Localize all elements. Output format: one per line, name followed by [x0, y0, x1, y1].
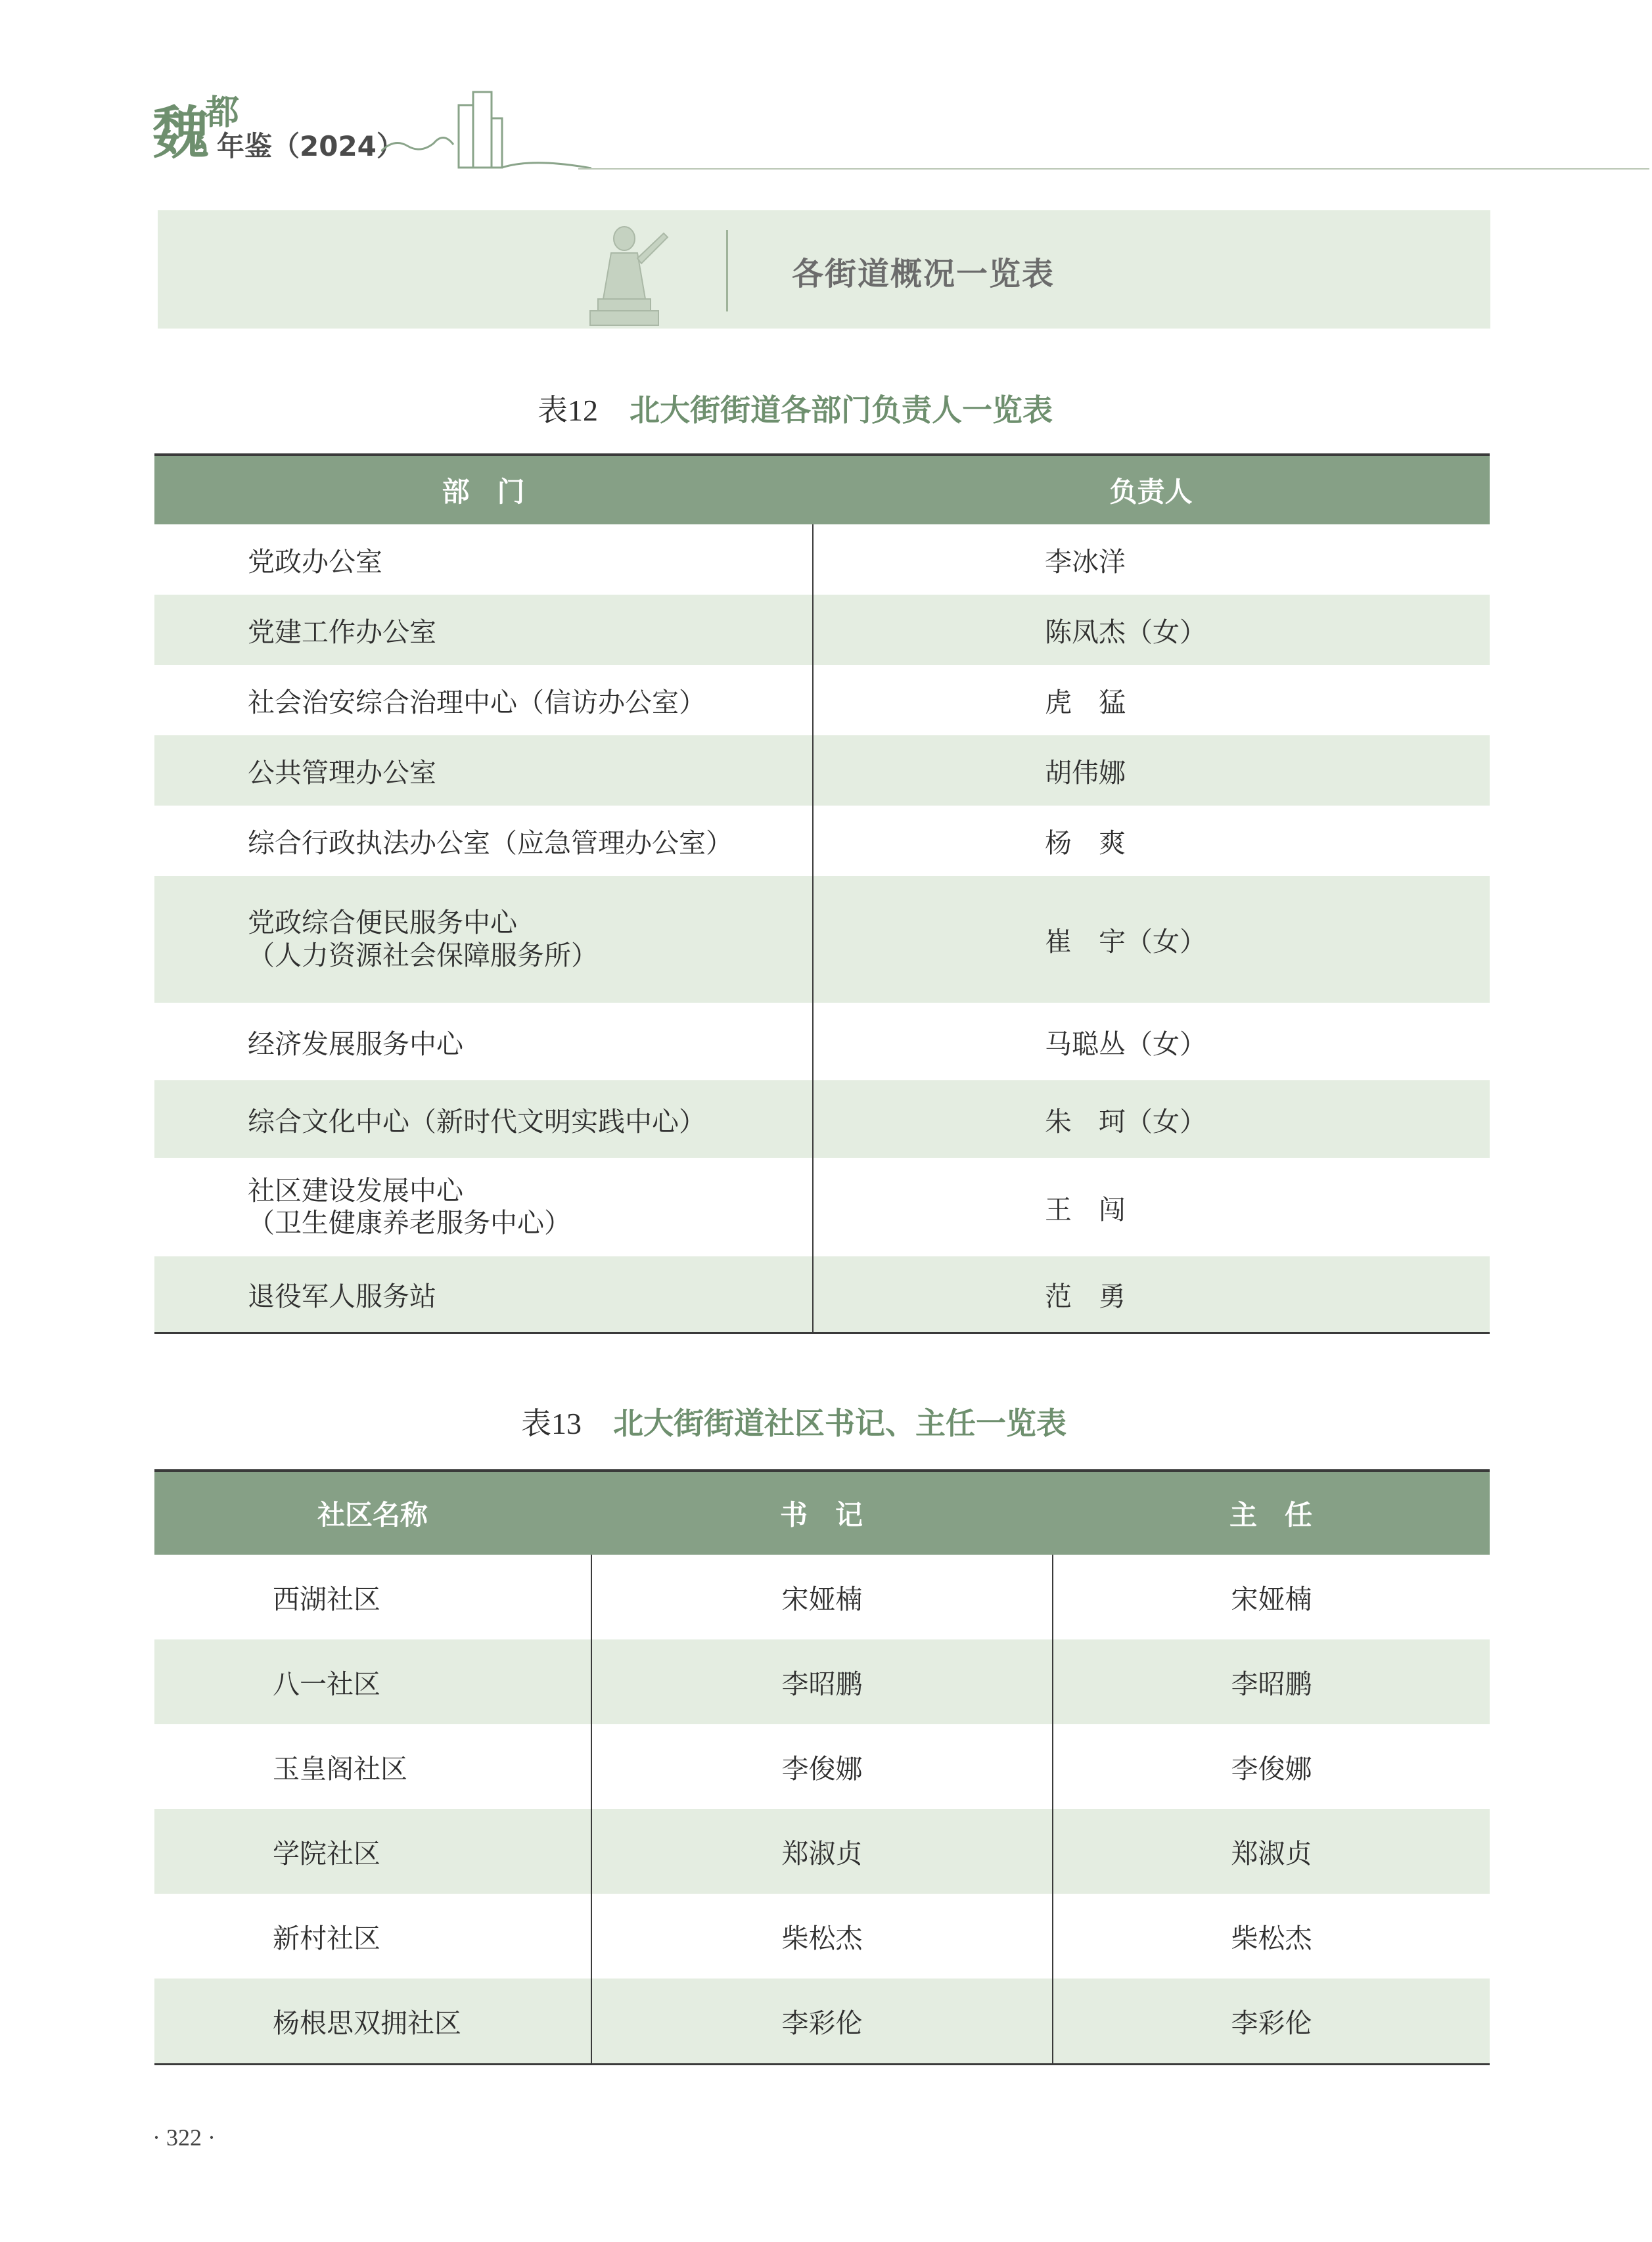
table13-header-director: 主 任 [1229, 1499, 1312, 1531]
table-row [154, 1894, 1490, 1979]
table-row [154, 1003, 1490, 1080]
table-row [154, 1158, 1490, 1256]
statue-icon [572, 220, 677, 329]
person-cell: 范 勇 [812, 1256, 1490, 1332]
director-cell: 宋娅楠 [1052, 1555, 1490, 1639]
community-cell: 玉皇阁社区 [273, 1753, 407, 1785]
table12-header-row [154, 456, 1490, 524]
dept-cell: 综合文化中心（新时代文明实践中心） [248, 1105, 706, 1137]
banner-divider [726, 230, 728, 311]
secretary-cell: 郑淑贞 [591, 1809, 1052, 1894]
community-cell: 杨根思双拥社区 [273, 2007, 461, 2039]
table-row [154, 876, 1490, 1003]
director-cell: 柴松杰 [1052, 1894, 1490, 1979]
dept-cell: 经济发展服务中心 [248, 1028, 463, 1060]
dept-cell: 社会治安综合治理中心（信访办公室） [248, 687, 706, 718]
dept-line2: （卫生健康养老服务中心） [248, 1207, 571, 1239]
table12-header-dept: 部 门 [442, 476, 525, 508]
table-row [154, 1639, 1490, 1724]
table13-header-row [154, 1472, 1490, 1555]
dept-cell [154, 1158, 812, 1256]
director-cell: 郑淑贞 [1052, 1809, 1490, 1894]
person-cell: 李冰洋 [812, 524, 1490, 595]
secretary-cell: 柴松杰 [591, 1894, 1052, 1979]
header-logo-du: 都 [205, 93, 240, 133]
table12-top-rule [154, 453, 1490, 456]
table13-bottom-rule [154, 2063, 1490, 2065]
person-cell: 朱 珂（女） [812, 1080, 1490, 1158]
table-row [154, 735, 1490, 806]
person-cell: 胡伟娜 [812, 735, 1490, 806]
page-number: · 322 · [152, 2124, 216, 2151]
table13-title: 北大街街道社区书记、主任一览表 [613, 1406, 1067, 1441]
secretary-cell: 李彩伦 [591, 1979, 1052, 2063]
person-cell: 虎 猛 [812, 665, 1490, 735]
dept-cell: 公共管理办公室 [248, 757, 436, 789]
dept-cell: 党建工作办公室 [248, 616, 436, 648]
table-row [154, 1724, 1490, 1809]
community-cell: 西湖社区 [273, 1584, 380, 1615]
dept-cell: 综合行政执法办公室（应急管理办公室） [248, 827, 733, 859]
table12 [154, 453, 1490, 1332]
person-cell: 马聪丛（女） [812, 1003, 1490, 1080]
table-row [154, 1080, 1490, 1158]
director-cell: 李昭鹏 [1052, 1639, 1490, 1724]
header-yearbook-label: 年鉴（2024） [217, 130, 404, 162]
table-row [154, 1555, 1490, 1639]
table12-header-person: 负责人 [1109, 476, 1193, 508]
table-row [154, 806, 1490, 876]
dept-line2: （人力资源社会保障服务所） [248, 939, 598, 971]
table12-caption [538, 386, 1053, 430]
community-cell: 学院社区 [273, 1838, 380, 1869]
secretary-cell: 宋娅楠 [591, 1555, 1052, 1639]
table12-number: 表12 [538, 394, 598, 427]
table12-bottom-rule [154, 1332, 1490, 1334]
community-cell: 八一社区 [273, 1668, 380, 1700]
community-cell: 新村社区 [273, 1923, 380, 1954]
secretary-cell: 李俊娜 [591, 1724, 1052, 1809]
director-cell: 李俊娜 [1052, 1724, 1490, 1809]
table13 [154, 1469, 1490, 2063]
dept-cell: 党政办公室 [248, 546, 382, 578]
table13-header-community: 社区名称 [317, 1499, 428, 1531]
person-cell: 陈凤杰（女） [812, 595, 1490, 665]
table13-top-rule [154, 1469, 1490, 1472]
table-row [154, 1809, 1490, 1894]
table12-title: 北大街街道各部门负责人一览表 [630, 392, 1053, 428]
person-cell: 王 闯 [812, 1158, 1490, 1256]
secretary-cell: 李昭鹏 [591, 1639, 1052, 1724]
person-cell: 杨 爽 [812, 806, 1490, 876]
dept-cell: 退役军人服务站 [248, 1281, 436, 1312]
table13-number: 表13 [521, 1407, 582, 1440]
table-row [154, 595, 1490, 665]
dept-line1: 党政综合便民服务中心 [248, 907, 517, 939]
table-row [154, 524, 1490, 595]
table13-header-secretary: 书 记 [779, 1499, 863, 1531]
table-row [154, 665, 1490, 735]
person-cell: 崔 宇（女） [812, 876, 1490, 1003]
dept-cell [154, 876, 812, 1003]
header-rule [578, 168, 1649, 170]
header-logo-wei: 魏 [152, 100, 209, 166]
table13-caption [521, 1400, 1067, 1443]
skyline-icon [381, 85, 591, 174]
banner-title: 各街道概况一览表 [792, 256, 1055, 292]
table-row [154, 1256, 1490, 1332]
table-row [154, 1979, 1490, 2063]
director-cell: 李彩伦 [1052, 1979, 1490, 2063]
dept-line1: 社区建设发展中心 [248, 1174, 463, 1206]
